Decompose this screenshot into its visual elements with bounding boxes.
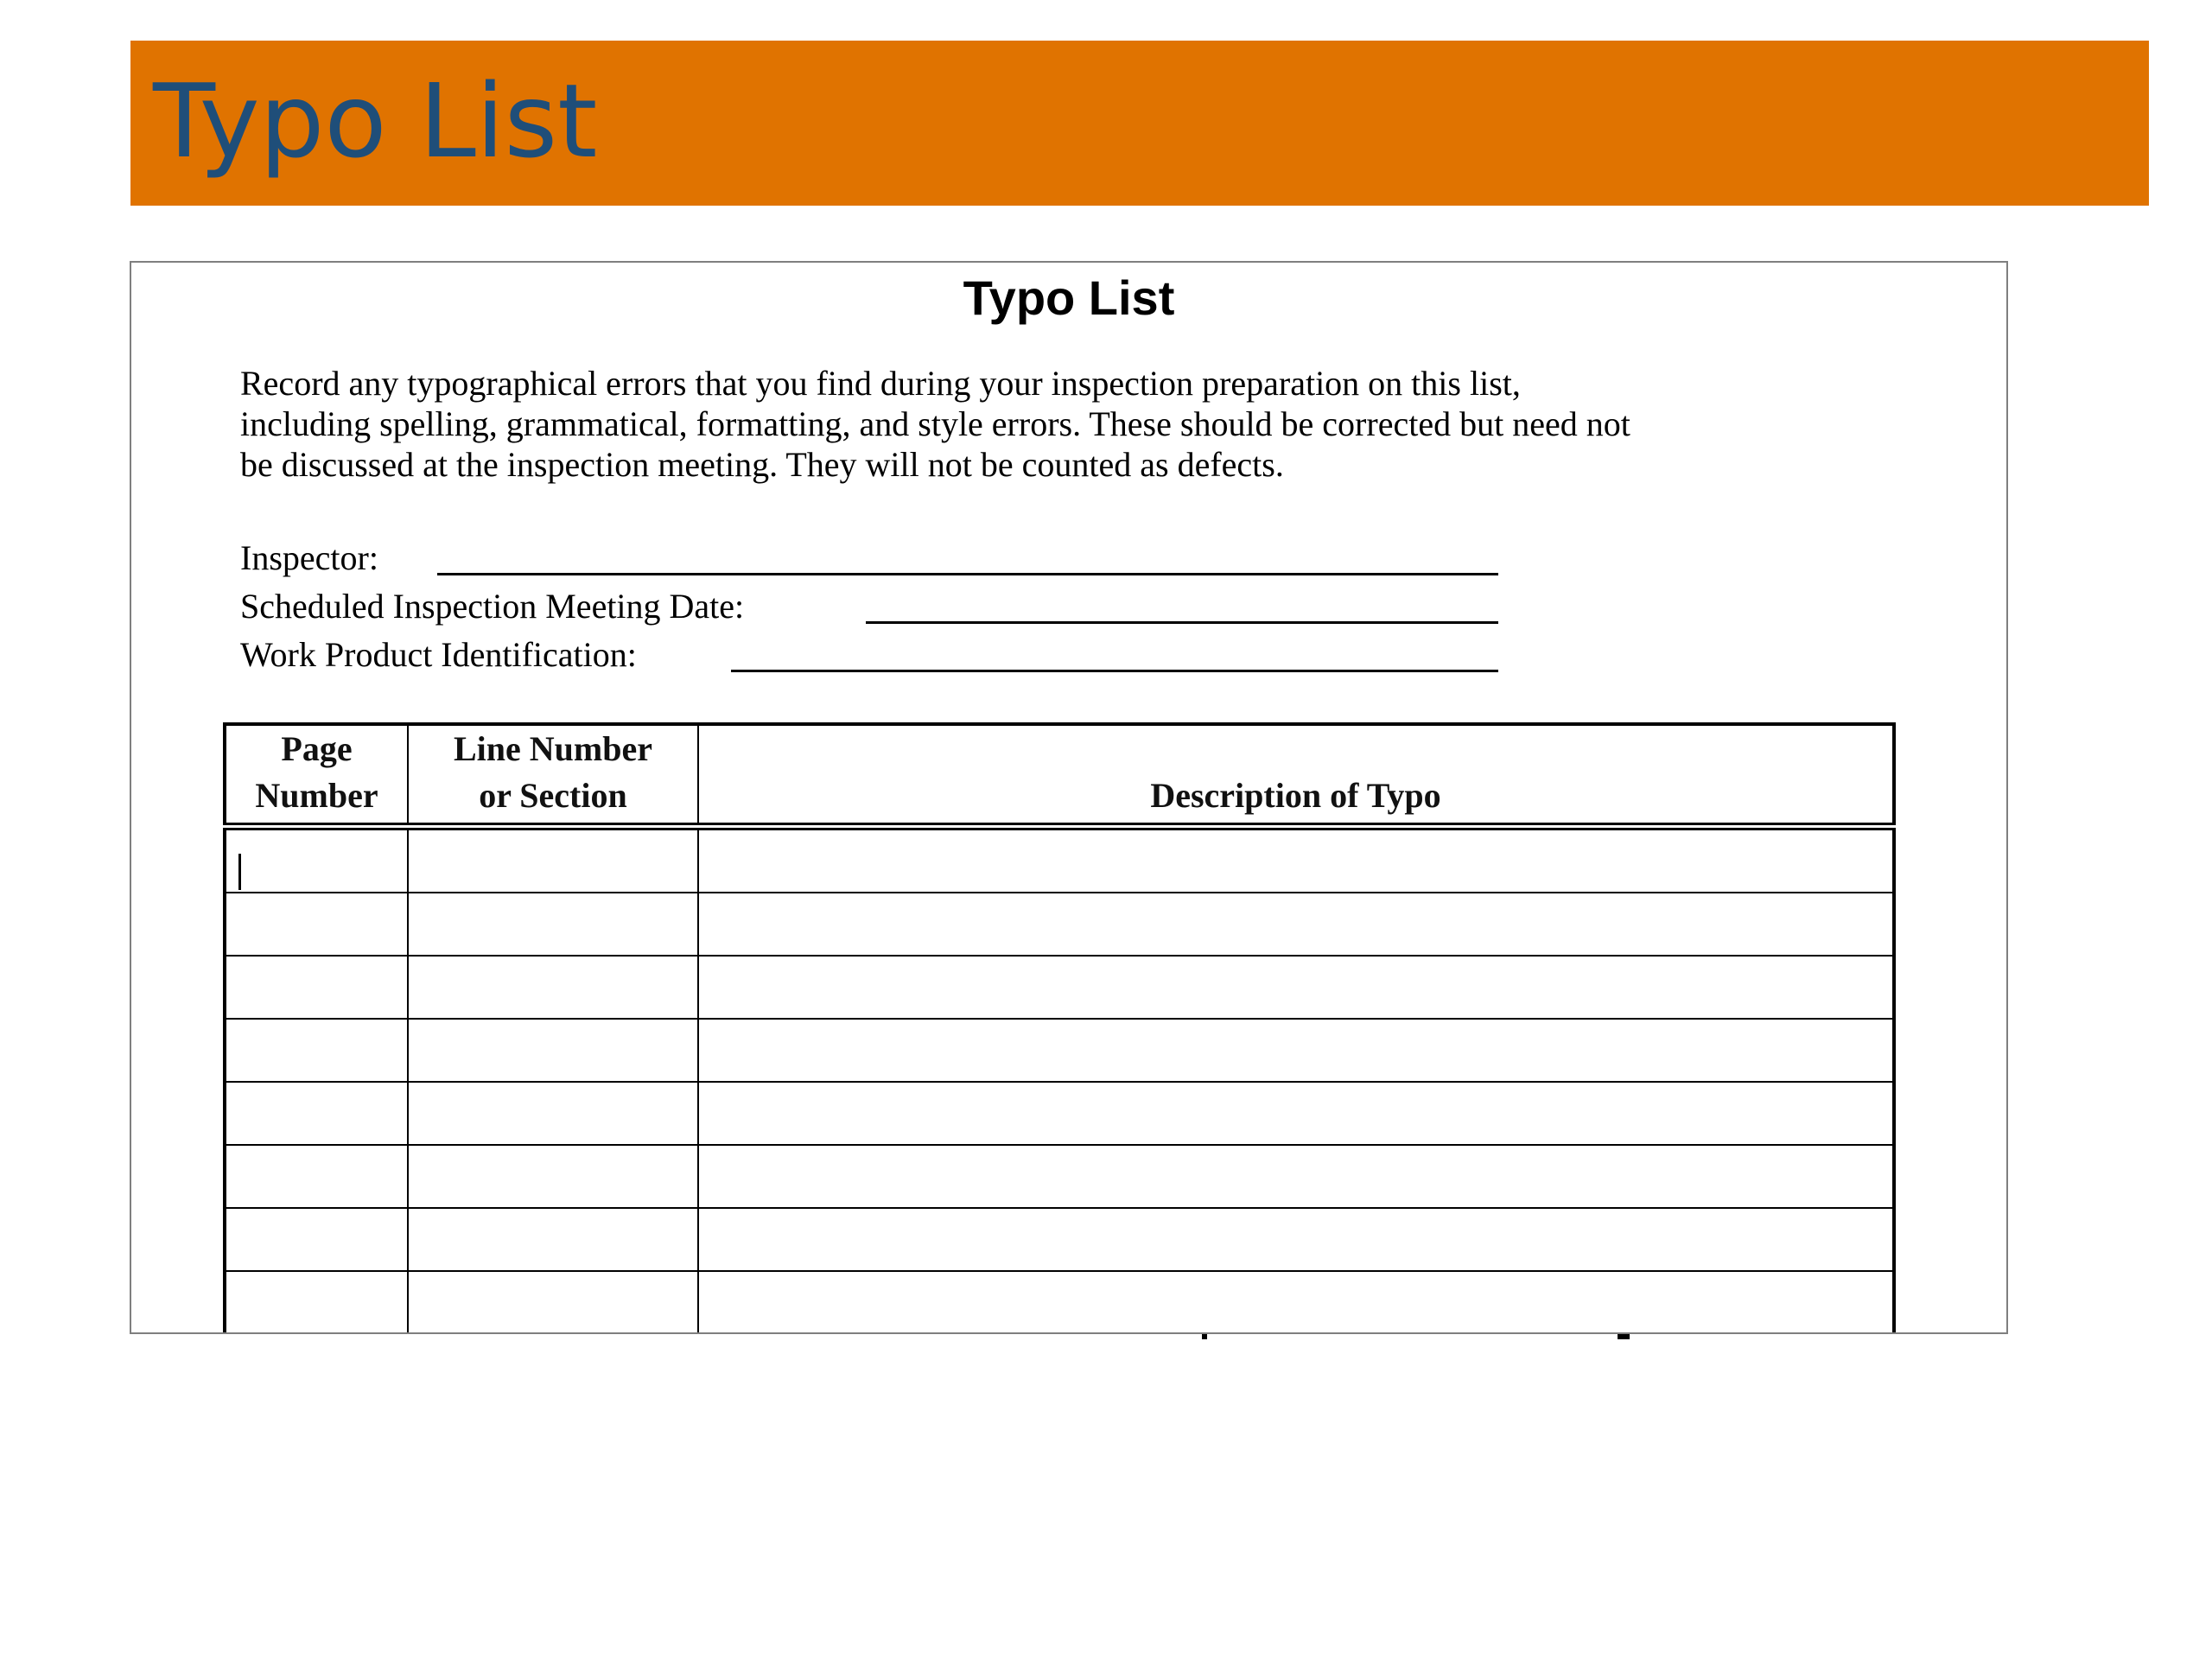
work-product-input-line[interactable] [731, 670, 1498, 672]
table-row [225, 1271, 1894, 1334]
header-text: or Section [479, 776, 627, 815]
work-product-field [240, 632, 1623, 677]
clipped-text-fragment [1202, 1334, 1207, 1339]
table-row [225, 827, 1894, 893]
line-number-cell[interactable] [408, 1208, 698, 1271]
meeting-date-input-line[interactable] [866, 621, 1498, 624]
page-number-cell[interactable] [225, 1208, 408, 1271]
line-number-cell[interactable] [408, 1082, 698, 1145]
description-cell[interactable] [698, 956, 1894, 1019]
header-text: Line Number [454, 729, 652, 768]
slide-title: Typo List [153, 61, 598, 181]
header-text: Description of Typo [1150, 776, 1441, 815]
line-number-cell[interactable] [408, 893, 698, 956]
meeting-date-field [240, 584, 1623, 629]
table-row [225, 1082, 1894, 1145]
column-header-description [698, 724, 1894, 827]
inspector-label: Inspector: [240, 538, 378, 577]
line-number-cell[interactable] [408, 956, 698, 1019]
table-row [225, 956, 1894, 1019]
table-row [225, 1208, 1894, 1271]
column-header-page-number [225, 724, 408, 827]
page-number-cell[interactable] [225, 956, 408, 1019]
instructions-line: including spelling, grammatical, formatting, and style errors. These should be corrected but need not [240, 404, 1630, 443]
header-text: Page [281, 729, 353, 768]
line-number-cell[interactable] [408, 1271, 698, 1334]
description-cell[interactable] [698, 827, 1894, 893]
page-number-cell[interactable] [225, 1019, 408, 1082]
inspector-input-line[interactable] [437, 573, 1498, 575]
table-header-row [225, 724, 1894, 827]
line-number-cell[interactable] [408, 827, 698, 893]
page-number-cell[interactable] [225, 1145, 408, 1208]
instructions-paragraph [240, 363, 1882, 485]
description-cell[interactable] [698, 1019, 1894, 1082]
meeting-date-label: Scheduled Inspection Meeting Date: [240, 587, 745, 626]
page-number-cell[interactable] [225, 1082, 408, 1145]
column-header-line-number [408, 724, 698, 827]
work-product-label: Work Product Identification: [240, 635, 637, 674]
instructions-line: be discussed at the inspection meeting. They will not be counted as defects. [240, 445, 1284, 484]
document-image [130, 261, 2008, 1334]
page-number-cell[interactable] [225, 827, 408, 893]
typo-table [223, 722, 1896, 1334]
clipped-text-fragment [1618, 1334, 1630, 1339]
description-cell[interactable] [698, 1145, 1894, 1208]
table-row [225, 1019, 1894, 1082]
instructions-line: Record any typographical errors that you find during your inspection preparation on this list, [240, 364, 1521, 403]
description-cell[interactable] [698, 1208, 1894, 1271]
document-title: Typo List [963, 270, 1175, 325]
table-row [225, 893, 1894, 956]
table-row [225, 1145, 1894, 1208]
page-number-cell[interactable] [225, 893, 408, 956]
description-cell[interactable] [698, 1271, 1894, 1334]
text-cursor [238, 854, 241, 890]
page-number-cell[interactable] [225, 1271, 408, 1334]
description-cell[interactable] [698, 1082, 1894, 1145]
inspector-field [240, 536, 1623, 581]
header-text: Number [255, 776, 378, 815]
line-number-cell[interactable] [408, 1145, 698, 1208]
description-cell[interactable] [698, 893, 1894, 956]
line-number-cell[interactable] [408, 1019, 698, 1082]
